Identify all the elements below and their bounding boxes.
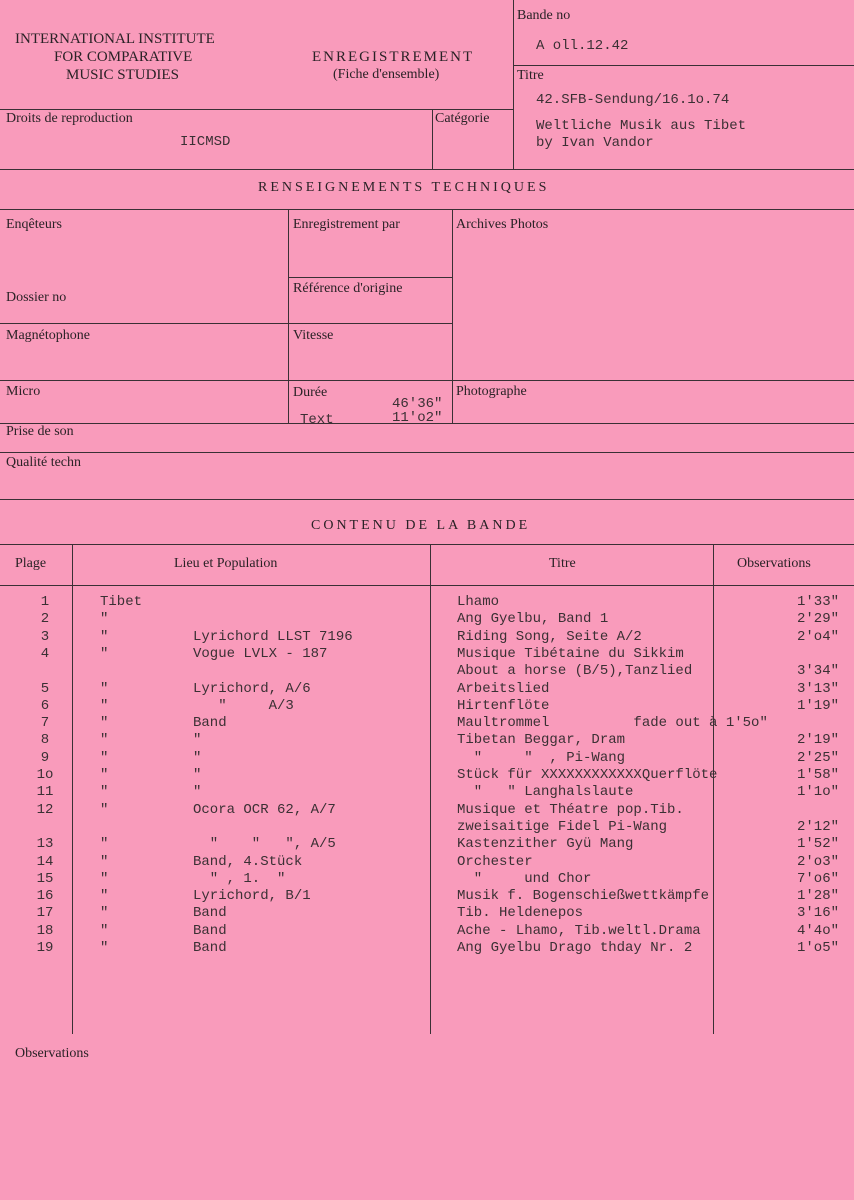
contents-section-title: CONTENU DE LA BANDE: [311, 518, 531, 533]
titre-cell: Orchester: [457, 853, 533, 870]
form-subtitle: (Fiche d'ensemble): [333, 67, 440, 82]
rule-prise-bottom: [0, 452, 854, 453]
titre-line-2: Weltliche Musik aus Tibet: [536, 118, 747, 134]
titre-cell: Hirtenflöte: [457, 697, 550, 714]
rule-micro-bottom: [0, 423, 854, 424]
rule-enreg-bottom: [288, 277, 452, 278]
table-row: [15, 854, 839, 871]
duration-cell: 3'13": [796, 680, 839, 697]
plage-cell: 13: [36, 836, 54, 853]
reference-cell: Vogue LVLX - 187: [193, 645, 328, 662]
institute-line-2: FOR COMPARATIVE: [54, 49, 193, 65]
duration-cell: 2'o4": [796, 628, 839, 645]
droits-label: Droits de reproduction: [6, 111, 133, 126]
reference-cell: " " ", A/5: [193, 836, 336, 853]
reference-cell: Band: [193, 922, 227, 939]
plage-cell: 3: [40, 628, 50, 645]
duration-cell: 7'o6": [796, 870, 839, 887]
droits-value: IICMSD: [180, 134, 231, 150]
table-row: [15, 611, 839, 628]
lieu-cell: Tibet: [100, 594, 143, 610]
duration-cell: 3'34": [796, 663, 839, 680]
table-row: [15, 698, 839, 715]
titre-cell: " " , Pi-Wang: [457, 749, 626, 766]
plage-cell: 5: [40, 680, 50, 697]
reference-cell: ": [193, 749, 202, 766]
lieu-cell: ": [100, 940, 109, 956]
duration-cell: 1'52": [796, 836, 839, 853]
lieu-cell: ": [100, 715, 109, 732]
lieu-cell: ": [100, 645, 109, 662]
reference-cell: Band: [193, 905, 227, 922]
enregistrement-par-label: Enregistrement par: [293, 217, 400, 232]
titre-cell: " und Chor: [457, 870, 592, 887]
titre-cell: Tib. Heldenepos: [457, 905, 584, 922]
titre-label: Titre: [517, 68, 544, 83]
plage-cell: 18: [36, 922, 54, 939]
plage-cell: 11: [36, 784, 54, 801]
duree-value: 46'36": [392, 396, 443, 412]
rule-header-bottom: [0, 109, 513, 110]
table-row: [15, 767, 839, 784]
plage-cell: 1: [40, 594, 50, 610]
rule-tech-col2: [452, 209, 453, 423]
duration-cell: 2'25": [796, 749, 839, 766]
table-row: [15, 905, 839, 922]
bande-value: A oll.12.42: [536, 38, 629, 54]
duration-cell: 2'19": [796, 732, 839, 749]
titre-line-3: by Ivan Vandor: [536, 135, 654, 151]
lieu-cell: ": [100, 801, 109, 818]
table-row: [15, 836, 839, 853]
plage-cell: 14: [36, 853, 54, 870]
table-row: [15, 629, 839, 646]
table-row: [15, 871, 839, 888]
titre-cell: Musique Tibétaine du Sikkim: [457, 645, 684, 662]
lieu-cell: ": [100, 697, 109, 714]
duration-cell: 3'16": [796, 905, 839, 922]
reference-cell: Lyrichord, B/1: [193, 888, 311, 905]
col-plage-header: Plage: [15, 556, 47, 571]
titre-cell: Tibetan Beggar, Dram: [457, 732, 626, 749]
col-titre-header: Titre: [549, 556, 576, 571]
titre-cell: Musique et Théatre pop.Tib.: [457, 801, 684, 818]
plage-cell: 4: [40, 645, 50, 662]
categorie-label: Catégorie: [435, 111, 490, 126]
contents-rows: [15, 594, 839, 1034]
titre-cell: Kastenzither Gyü Mang: [457, 836, 634, 853]
lieu-cell: ": [100, 870, 109, 887]
table-row: [15, 819, 839, 836]
rule-titre-top: [513, 65, 854, 66]
duration-cell: 1'1o": [796, 784, 839, 801]
rule-contents-header-bottom: [0, 585, 854, 586]
table-row: [15, 802, 839, 819]
titre-cell: Maultrommel fade out à 1'5o": [457, 715, 768, 732]
plage-cell: 7: [40, 715, 50, 732]
plage-cell: 15: [36, 870, 54, 887]
technical-section-title: RENSEIGNEMENTS TECHNIQUES: [258, 180, 550, 195]
table-row: [15, 732, 839, 749]
vitesse-label: Vitesse: [293, 328, 334, 343]
table-row: [15, 888, 839, 905]
micro-label: Micro: [6, 384, 41, 399]
reference-origine-label: Référence d'origine: [293, 281, 403, 296]
duration-cell: 2'o3": [796, 853, 839, 870]
rule-section-top: [0, 169, 854, 170]
duration-cell: 1'19": [796, 697, 839, 714]
table-row: [15, 940, 839, 957]
table-row: [15, 784, 839, 801]
plage-cell: 17: [36, 905, 54, 922]
titre-cell: " " Langhalslaute: [457, 784, 634, 801]
duration-cell: 1'28": [796, 888, 839, 905]
lieu-cell: ": [100, 836, 109, 853]
plage-cell: 19: [36, 940, 54, 956]
lieu-cell: ": [100, 922, 109, 939]
qualite-techn-label: Qualité techn: [6, 455, 82, 470]
form-title: ENREGISTREMENT: [312, 49, 475, 65]
duration-cell: 1'33": [796, 594, 839, 610]
reference-cell: " A/3: [193, 697, 294, 714]
titre-cell: Stück für XXXXXXXXXXXXQuerflöte: [457, 767, 718, 783]
lieu-cell: ": [100, 749, 109, 766]
titre-cell: Riding Song, Seite A/2: [457, 628, 642, 645]
photographe-label: Photographe: [456, 384, 527, 399]
titre-cell: Musik f. Bogenschießwettkämpfe: [457, 888, 710, 905]
text-label: Text: [300, 413, 334, 423]
table-row: [15, 594, 839, 611]
enqueteurs-label: Enqêteurs: [6, 217, 62, 232]
duration-cell: 1'58": [796, 767, 839, 783]
rule-ref-bottom: [0, 323, 452, 324]
table-row: [15, 923, 839, 940]
rule-qualite-bottom: [0, 499, 854, 500]
text-value: 11'o2": [392, 411, 443, 423]
reference-cell: Ocora OCR 62, A/7: [193, 801, 336, 818]
reference-cell: Band, 4.Stück: [193, 853, 303, 870]
titre-cell: zweisaitige Fidel Pi-Wang: [457, 818, 668, 835]
titre-cell: Ang Gyelbu, Band 1: [457, 611, 609, 628]
observations-label: Observations: [15, 1046, 89, 1061]
rule-header-right-divider: [513, 0, 514, 170]
magnetophone-label: Magnétophone: [6, 328, 90, 343]
duration-cell: 2'12": [796, 818, 839, 835]
rule-contents-header-top: [0, 544, 854, 545]
reference-cell: Band: [193, 715, 227, 732]
rule-tech-col1: [288, 209, 289, 423]
titre-cell: Ang Gyelbu Drago thday Nr. 2: [457, 940, 693, 956]
plage-cell: 16: [36, 888, 54, 905]
table-row: [15, 646, 839, 663]
lieu-cell: ": [100, 611, 109, 628]
titre-line-1: 42.SFB-Sendung/16.1o.74: [536, 92, 730, 108]
lieu-cell: ": [100, 680, 109, 697]
duration-cell: 2'29": [796, 611, 839, 628]
table-row: [15, 681, 839, 698]
lieu-cell: ": [100, 784, 109, 801]
duration-cell: 1'o5": [796, 940, 839, 956]
reference-cell: ": [193, 732, 202, 749]
titre-cell: About a horse (B/5),Tanzlied: [457, 663, 693, 680]
col-lieu-header: Lieu et Population: [174, 556, 278, 571]
bande-label: Bande no: [517, 8, 571, 23]
institute-line-3: MUSIC STUDIES: [66, 67, 179, 83]
lieu-cell: ": [100, 853, 109, 870]
reference-cell: Lyrichord, A/6: [193, 680, 311, 697]
lieu-cell: ": [100, 905, 109, 922]
lieu-cell: ": [100, 888, 109, 905]
lieu-cell: ": [100, 767, 109, 783]
titre-cell: Ache - Lhamo, Tib.weltl.Drama: [457, 922, 701, 939]
reference-cell: Band: [193, 940, 227, 956]
archives-photos-label: Archives Photos: [456, 217, 549, 232]
plage-cell: 1o: [36, 767, 54, 783]
titre-cell: Lhamo: [457, 594, 500, 610]
plage-cell: 8: [40, 732, 50, 749]
rule-categorie-left: [432, 109, 433, 170]
plage-cell: 9: [40, 749, 50, 766]
reference-cell: ": [193, 767, 202, 783]
prise-de-son-label: Prise de son: [6, 424, 74, 439]
reference-cell: Lyrichord LLST 7196: [193, 628, 353, 645]
rule-magneto-bottom: [0, 380, 854, 381]
plage-cell: 6: [40, 697, 50, 714]
plage-cell: 2: [40, 611, 50, 628]
reference-cell: ": [193, 784, 202, 801]
plage-cell: 12: [36, 801, 54, 818]
reference-cell: " , 1. ": [193, 870, 286, 887]
table-row: [15, 663, 839, 680]
titre-cell: Arbeitslied: [457, 680, 550, 697]
dossier-no-label: Dossier no: [6, 290, 67, 305]
table-row: [15, 750, 839, 767]
duration-cell: 4'4o": [796, 922, 839, 939]
col-obs-header: Observations: [737, 556, 811, 571]
institute-line-1: INTERNATIONAL INSTITUTE: [15, 31, 215, 47]
table-row: [15, 715, 839, 732]
rule-tech-top: [0, 209, 854, 210]
lieu-cell: ": [100, 732, 109, 749]
duree-label: Durée: [293, 385, 328, 400]
lieu-cell: ": [100, 628, 109, 645]
